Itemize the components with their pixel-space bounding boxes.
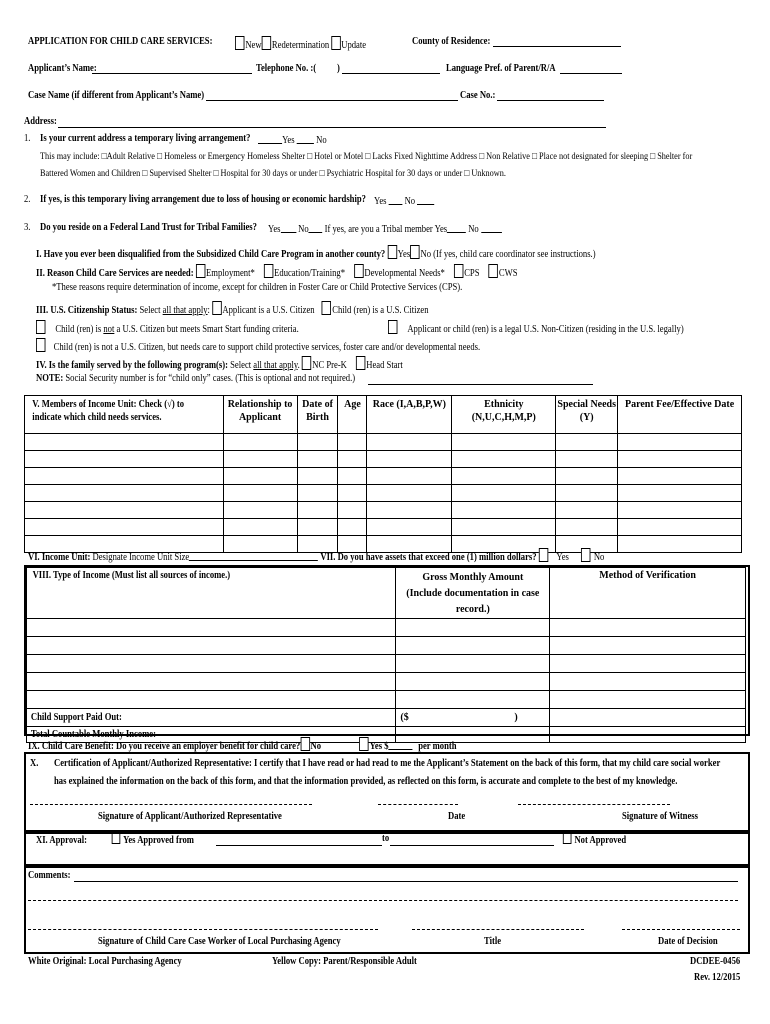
member-cell[interactable]: [25, 519, 224, 536]
section-iii-all-apply: all that apply: [162, 305, 208, 316]
cert-date-label: Date: [448, 811, 466, 822]
relationship-header: Relationship to Applicant: [223, 396, 297, 434]
member-cell[interactable]: [556, 451, 618, 468]
member-row: [25, 468, 742, 485]
member-cell[interactable]: [223, 468, 297, 485]
member-cell[interactable]: [556, 468, 618, 485]
comments-line-1[interactable]: [74, 881, 738, 882]
q1-number: 1.: [24, 133, 31, 144]
per-month: per month: [418, 741, 457, 752]
applicant-citizen-label: Applicant is a U.S. Citizen: [222, 305, 315, 316]
q2-answer: [374, 194, 434, 208]
redetermination-checkbox[interactable]: [262, 36, 271, 50]
income-cell[interactable]: [550, 691, 746, 709]
q2-no-field[interactable]: [417, 194, 434, 205]
members-header-col: V. Members of Income Unit: Check (√) to indicate which child needs services.: [25, 396, 196, 434]
child-citizen-label: Child (ren) is a U.S. Citizen: [332, 305, 429, 316]
member-cell[interactable]: [556, 434, 618, 451]
footer-white-copy: White Original: Local Purchasing Agency: [28, 956, 182, 967]
income-cell[interactable]: [550, 619, 746, 637]
member-row: [25, 434, 742, 451]
income-header-row: [27, 568, 746, 619]
income-row: [27, 691, 746, 709]
applicant-name-label: Applicant’s Name:: [28, 63, 97, 74]
member-cell[interactable]: [452, 434, 556, 451]
smart-start-checkbox[interactable]: [36, 320, 45, 334]
certification-number: X.: [30, 758, 39, 769]
employment-label: Employment*: [206, 268, 255, 279]
benefit-yes-checkbox[interactable]: [359, 737, 368, 751]
child-support-amount[interactable]: [396, 709, 550, 727]
q2-yes: Yes: [374, 196, 387, 207]
q3-text: Do you reside on a Federal Land Trust for Tribal Families?: [40, 222, 257, 233]
q1-note-line2: Battered Women and Children □ Supervised Shelter □ Hospital for 30 days or under □ Psychiatric Hospital for 30 days or under □ Unknown.: [40, 168, 506, 179]
legal-non-citizen-label: Applicant or child (ren) is a legal U.S. Non-Citizen (residing in the U.S. legally): [407, 324, 684, 335]
section-iv-all-apply: all that apply: [253, 360, 298, 371]
child-support-open: ($: [400, 712, 409, 723]
member-cell[interactable]: [556, 502, 618, 519]
certification-line2: has explained the information on the back of this form, and that the information provided, as reflected on this form, is accurate and complete to the best of my knowledge.: [54, 776, 678, 787]
section-i: [36, 245, 596, 261]
not-approved-checkbox[interactable]: [563, 833, 572, 844]
member-cell[interactable]: [452, 451, 556, 468]
q2-text: If yes, is this temporary living arrangement due to loss of housing or economic hardship?: [40, 194, 366, 205]
income-cell[interactable]: [27, 673, 396, 691]
case-no-field[interactable]: [497, 100, 604, 101]
case-name-label: Case Name (if different from Applicant’s Name): [28, 90, 205, 101]
member-row: [25, 502, 742, 519]
not-approved-label: Not Approved: [574, 835, 627, 846]
disqualified-no-checkbox[interactable]: [410, 245, 419, 259]
member-cell[interactable]: [367, 451, 452, 468]
income-cell[interactable]: [550, 673, 746, 691]
member-cell[interactable]: [338, 519, 367, 536]
comments-line-2[interactable]: [28, 900, 738, 901]
members-table: [24, 395, 742, 553]
q2-number: 2.: [24, 194, 31, 205]
member-cell[interactable]: [297, 485, 338, 502]
new-checkbox[interactable]: [235, 36, 244, 50]
q3-number: 3.: [24, 222, 31, 233]
income-cell[interactable]: [396, 637, 550, 655]
dob-header: Date of Birth: [297, 396, 338, 434]
member-cell[interactable]: [452, 485, 556, 502]
q1-text: Is your current address a temporary living arrangement?: [40, 133, 251, 144]
member-cell[interactable]: [452, 519, 556, 536]
q2-yes-field[interactable]: [389, 194, 403, 205]
section-vi-text: Designate Income Unit Size: [92, 552, 190, 563]
section-ix-text: IX. Child Care Benefit: Do you receive an employer benefit for child care?: [28, 741, 301, 752]
witness-signature-line[interactable]: [518, 804, 670, 805]
case-no-label: Case No.:: [460, 90, 496, 101]
income-row: [27, 637, 746, 655]
member-cell[interactable]: [618, 485, 742, 502]
ssn-field[interactable]: [368, 384, 593, 385]
worker-title-label: Title: [484, 936, 502, 947]
benefit-no: No: [310, 741, 322, 752]
cps-support-checkbox[interactable]: [36, 338, 45, 352]
approved-from: Yes Approved from: [123, 835, 194, 846]
income-row: [27, 619, 746, 637]
cps-support-label: Child (ren) is not a U.S. Citizen, but needs care to support child protective services, foster care and/or developmental needs.: [53, 342, 481, 353]
cps-support-row: [36, 338, 480, 354]
member-cell[interactable]: [618, 502, 742, 519]
applicant-date-line[interactable]: [378, 804, 458, 805]
race-header: Race (I,A,B,P,W): [367, 396, 452, 434]
telephone-close: ): [337, 63, 340, 74]
worker-signature-line[interactable]: [28, 929, 378, 930]
head-start-label: Head Start: [366, 360, 403, 371]
special-needs-header: Special Needs (Y): [556, 396, 618, 434]
worker-title-line[interactable]: [412, 929, 584, 930]
application-type-group: [235, 36, 366, 52]
employment-checkbox[interactable]: [196, 264, 205, 278]
new-label: New: [245, 40, 262, 51]
redetermination-label: Redetermination: [271, 40, 330, 51]
income-cell[interactable]: [550, 637, 746, 655]
assets-no: No: [593, 552, 605, 563]
q3-followup: If yes, are you a Tribal member Yes: [324, 224, 448, 235]
certification-line1: Certification of Applicant/Authorized Representative: I certify that I have read or had read to me the Applicant’s Statement on the back of this form, that my child care social worker: [54, 758, 721, 769]
county-field[interactable]: [493, 46, 621, 47]
income-type-header: VIII. Type of Income (Must list all sources of income.): [27, 568, 345, 619]
applicant-citizen-checkbox[interactable]: [212, 301, 221, 315]
q3-tribal-yes-field[interactable]: [447, 222, 466, 233]
income-unit-size-field[interactable]: [189, 550, 318, 561]
assets-no-checkbox[interactable]: [581, 548, 590, 562]
smart-start-row: [36, 320, 299, 336]
child-support-row: [27, 709, 746, 727]
section-iii-select: Select: [139, 305, 161, 316]
section-ii-note: *These reasons require determination of income, except for children in Foster Care or Child Protective Services (CPS).: [52, 282, 463, 293]
member-cell[interactable]: [618, 468, 742, 485]
approval-row: [36, 833, 194, 847]
approval-label: XI. Approval:: [36, 835, 87, 846]
q3-yes: Yes: [268, 224, 281, 235]
benefit-amount-field[interactable]: [389, 739, 413, 750]
member-cell[interactable]: [297, 468, 338, 485]
section-ix: [28, 737, 457, 753]
worker-signature-label: Signature of Child Care Case Worker of Local Purchasing Agency: [98, 936, 341, 947]
income-table: [26, 567, 746, 743]
member-cell[interactable]: [338, 468, 367, 485]
income-row: [27, 673, 746, 691]
smart-start-text-b: a U.S. Citizen but meets Smart Start funding criteria.: [116, 324, 299, 335]
education-checkbox[interactable]: [264, 264, 273, 278]
member-cell[interactable]: [338, 451, 367, 468]
q3-tribal-no-field[interactable]: [481, 222, 502, 233]
member-cell[interactable]: [25, 485, 224, 502]
smart-start-text-a: Child (ren) is: [55, 324, 102, 335]
developmental-label: Developmental Needs*: [364, 268, 445, 279]
member-cell[interactable]: [452, 502, 556, 519]
member-cell[interactable]: [556, 519, 618, 536]
county-label: County of Residence:: [412, 36, 491, 47]
applicant-signature-label: Signature of Applicant/Authorized Representative: [98, 811, 282, 822]
income-cell[interactable]: [27, 655, 396, 673]
verification-header: Method of Verification: [550, 568, 746, 619]
case-name-field[interactable]: [206, 100, 458, 101]
cps-checkbox[interactable]: [454, 264, 463, 278]
section-iv: IV. Is the family served by the following program(s): Select all that apply. NC Pre-K Head Start: [36, 356, 403, 372]
head-start-checkbox[interactable]: [356, 356, 365, 370]
applicant-name-field[interactable]: [92, 73, 252, 74]
child-support-label: Child Support Paid Out:: [27, 709, 345, 727]
cws-checkbox[interactable]: [489, 264, 498, 278]
revision: Rev. 12/2015: [694, 972, 741, 983]
section-iv-select: Select: [230, 360, 252, 371]
child-support-verification[interactable]: [550, 709, 746, 727]
q3-yes-field[interactable]: [281, 222, 296, 233]
member-cell[interactable]: [25, 502, 224, 519]
decision-date-line[interactable]: [622, 929, 740, 930]
member-cell[interactable]: [297, 519, 338, 536]
member-cell[interactable]: [618, 519, 742, 536]
decision-date-label: Date of Decision: [658, 936, 718, 947]
ssn-note-text: Social Security number is for “child only” cases. (This is optional and not required.): [65, 373, 356, 384]
member-cell[interactable]: [618, 536, 742, 553]
section-i-text: I. Have you ever been disqualified from the Subsidized Child Care Program in another county?: [36, 249, 386, 260]
member-cell[interactable]: [297, 502, 338, 519]
income-cell[interactable]: [27, 619, 396, 637]
income-cell[interactable]: [396, 619, 550, 637]
member-cell[interactable]: [223, 519, 297, 536]
disqualified-no: No (If yes, child care coordinator see instructions.): [420, 249, 596, 260]
q3-answer: [268, 222, 502, 236]
language-field[interactable]: [560, 73, 622, 74]
income-cell[interactable]: [27, 691, 396, 709]
member-cell[interactable]: [223, 434, 297, 451]
gross-amount-header: [396, 568, 550, 619]
q1-yes: Yes: [282, 135, 295, 146]
ssn-note: [36, 373, 355, 385]
parent-fee-header: Parent Fee/Effective Date: [618, 396, 742, 434]
smart-start-not: not: [103, 324, 115, 335]
q1-no-field[interactable]: [297, 133, 314, 144]
member-cell[interactable]: [367, 434, 452, 451]
assets-yes-checkbox[interactable]: [539, 548, 548, 562]
telephone-label: Telephone No. :(: [256, 63, 317, 74]
not-approved-row: [562, 833, 626, 847]
nc-prek-checkbox[interactable]: [302, 356, 311, 370]
member-cell[interactable]: [223, 502, 297, 519]
member-cell[interactable]: [338, 434, 367, 451]
q3-no: No: [298, 224, 309, 235]
developmental-checkbox[interactable]: [354, 264, 363, 278]
footer-yellow-copy: Yellow Copy: Parent/Responsible Adult: [272, 956, 417, 967]
telephone-field[interactable]: [342, 73, 440, 74]
disqualified-yes: Yes: [397, 249, 411, 260]
assets-yes: Yes: [556, 552, 569, 563]
gross-amount-header-a: Gross Monthly Amount: [422, 572, 524, 583]
section-iii-label: III. U.S. Citizenship Status:: [36, 305, 138, 316]
member-cell[interactable]: [367, 519, 452, 536]
approved-to: to: [382, 833, 390, 844]
member-cell[interactable]: [367, 485, 452, 502]
approved-from-field[interactable]: [216, 845, 382, 846]
form-number: DCDEE-0456: [690, 956, 741, 967]
comments-label: Comments:: [28, 870, 71, 881]
address-field[interactable]: [58, 127, 606, 128]
member-cell[interactable]: [367, 502, 452, 519]
member-row: [25, 451, 742, 468]
benefit-yes: Yes $: [369, 741, 389, 752]
section-vi-label: VI. Income Unit:: [28, 552, 91, 563]
section-iv-label: IV. Is the family served by the following program(s):: [36, 360, 228, 371]
legal-non-citizen-checkbox[interactable]: [388, 320, 397, 334]
age-header: Age: [338, 396, 367, 434]
total-income-verification[interactable]: [550, 727, 746, 743]
approved-checkbox[interactable]: [111, 833, 120, 844]
member-cell[interactable]: [367, 468, 452, 485]
disqualified-yes-checkbox[interactable]: [387, 245, 396, 259]
q1-no: No: [316, 135, 327, 146]
q2-no: No: [404, 196, 416, 207]
q1-answer: [258, 133, 327, 147]
language-label: Language Pref. of Parent/R/A: [446, 63, 556, 74]
member-cell[interactable]: [338, 502, 367, 519]
member-cell[interactable]: [25, 468, 224, 485]
ethnicity-header: Ethnicity (N,U,C,H,M,P): [452, 396, 556, 434]
gross-amount-header-b: (Include documentation in case record.): [406, 588, 540, 615]
income-cell[interactable]: [27, 637, 396, 655]
section-vii-text: VII. Do you have assets that exceed one (1) million dollars?: [320, 552, 537, 563]
member-cell[interactable]: [338, 485, 367, 502]
section-ii: [36, 264, 517, 280]
address-label: Address:: [24, 116, 57, 127]
update-label: Update: [341, 40, 367, 51]
section-ii-label: II. Reason Child Care Services are needed:: [36, 268, 194, 279]
education-label: Education/Training*: [274, 268, 346, 279]
members-header-row: [25, 396, 742, 434]
income-cell[interactable]: [396, 691, 550, 709]
q1-yes-field[interactable]: [258, 133, 282, 144]
member-cell[interactable]: [297, 434, 338, 451]
child-support-close: ): [514, 712, 518, 723]
q3-no-field[interactable]: [309, 222, 323, 233]
ssn-note-label: NOTE:: [36, 373, 64, 384]
member-cell[interactable]: [556, 485, 618, 502]
child-citizen-checkbox[interactable]: [322, 301, 331, 315]
income-cell[interactable]: [396, 655, 550, 673]
cws-label: CWS: [498, 268, 518, 279]
witness-signature-label: Signature of Witness: [622, 811, 698, 822]
benefit-no-checkbox[interactable]: [300, 737, 309, 751]
cps-label: CPS: [464, 268, 480, 279]
income-cell[interactable]: [396, 673, 550, 691]
member-cell[interactable]: [452, 468, 556, 485]
section-iii: III. U.S. Citizenship Status: Select all that apply: Applicant is a U.S. Citizen Child (ren) is a U.S. Citizen: [36, 301, 429, 317]
form-title: APPLICATION FOR CHILD CARE SERVICES:: [28, 36, 213, 47]
nc-prek-label: NC Pre-K: [312, 360, 347, 371]
total-income-label: Total Countable Monthly Income:: [27, 727, 345, 743]
member-cell[interactable]: [25, 451, 224, 468]
member-cell[interactable]: [223, 485, 297, 502]
member-cell[interactable]: [618, 451, 742, 468]
section-vi: [28, 548, 604, 564]
q3-no2: No: [468, 224, 479, 235]
member-row: [25, 485, 742, 502]
member-cell[interactable]: [618, 434, 742, 451]
income-cell[interactable]: [550, 655, 746, 673]
member-cell[interactable]: [297, 451, 338, 468]
member-cell[interactable]: [25, 434, 224, 451]
q1-note-line1: This may include: □Adult Relative □ Homeless or Emergency Homeless Shelter □ Hotel or Motel □ Lacks Fixed Nighttime Address □ Non Relative □ Place not designated for sleeping □ Shelter for: [40, 151, 693, 162]
income-row: [27, 655, 746, 673]
member-row: [25, 519, 742, 536]
approved-to-field[interactable]: [390, 845, 554, 846]
update-checkbox[interactable]: [331, 36, 340, 50]
member-cell[interactable]: [223, 451, 297, 468]
applicant-signature-line[interactable]: [30, 804, 312, 805]
non-citizen-row: [388, 320, 684, 336]
